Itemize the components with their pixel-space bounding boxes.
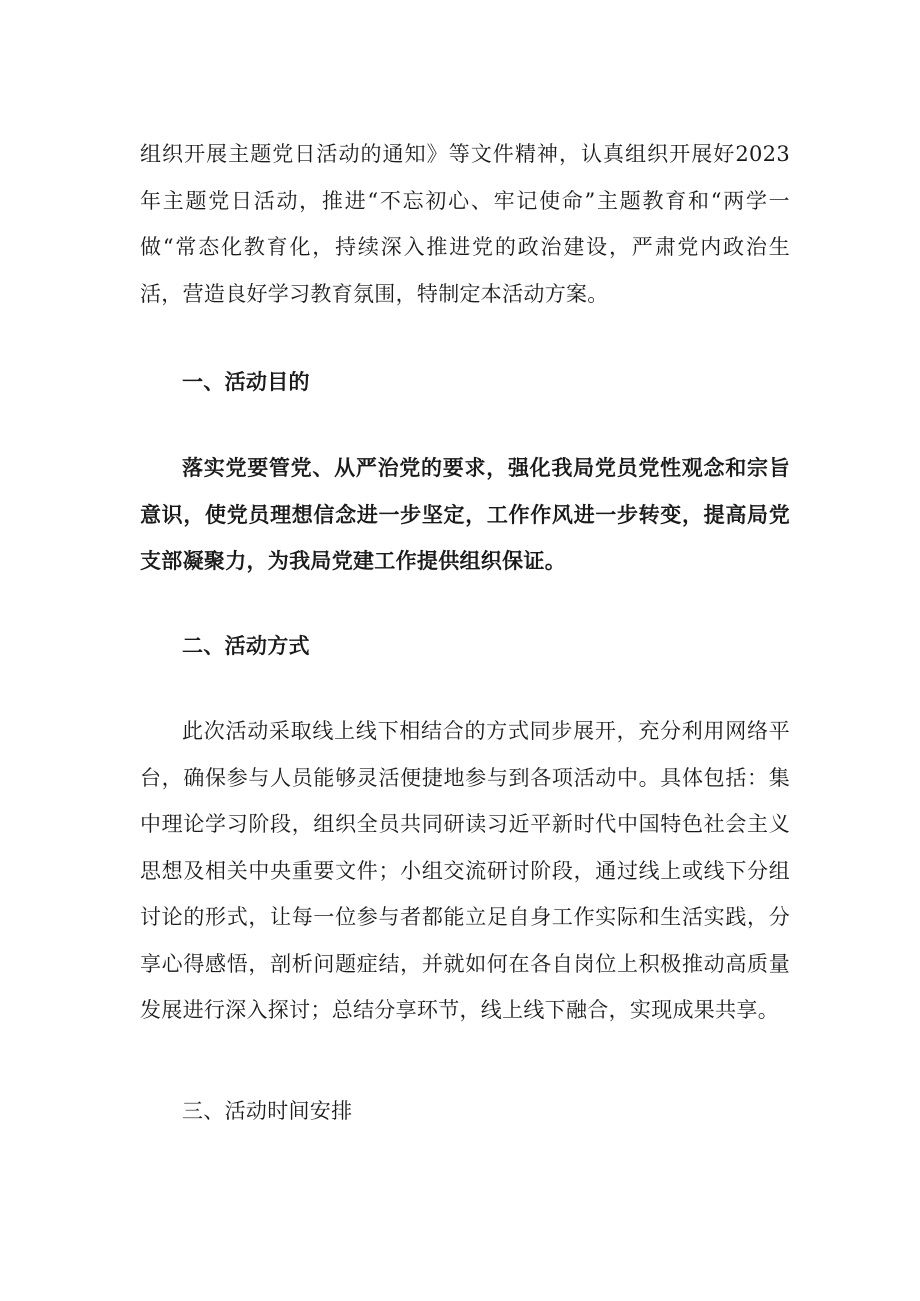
section-paragraph-method: 此次活动采取线上线下相结合的方式同步展开，充分利用网络平台，确保参与人员能够灵活便捷地参与到各项活动中。具体包括：集中理论学习阶段，组织全员共同研读习近平新时代中国特色社会主义思想及相关中央重要文件；小组交流研讨阶段，通过线上或线下分组讨论的形式，让每一位参与者都能立足自身工作实际和生活实践，分享心得感悟，剖析问题症结，并就如何在各自岗位上积极推动高质量发展进行深入探讨；总结分享环节，线上线下融合，实现成果共享。 [140,719,790,1022]
section-heading-schedule: 三、活动时间安排 [182,1099,353,1123]
intro-paragraph: 组织开展主题党日活动的通知》等文件精神，认真组织开展好2023年主题党日活动，推进“不忘初心、牢记使命”主题教育和“两学一做“常态化教育化，持续深入推进党的政治建设，严肃党内政治生活，营造良好学习教育氛围，特制定本活动方案。 [140,142,790,306]
section-paragraph-purpose: 落实党要管党、从严治党的要求，强化我局党员党性观念和宗旨意识，使党员理想信念进一步坚定，工作作风进一步转变，提高局党支部凝聚力，为我局党建工作提供组织保证。 [140,456,790,573]
section-heading-method: 二、活动方式 [182,634,310,658]
section-heading-purpose: 一、活动目的 [182,370,310,394]
